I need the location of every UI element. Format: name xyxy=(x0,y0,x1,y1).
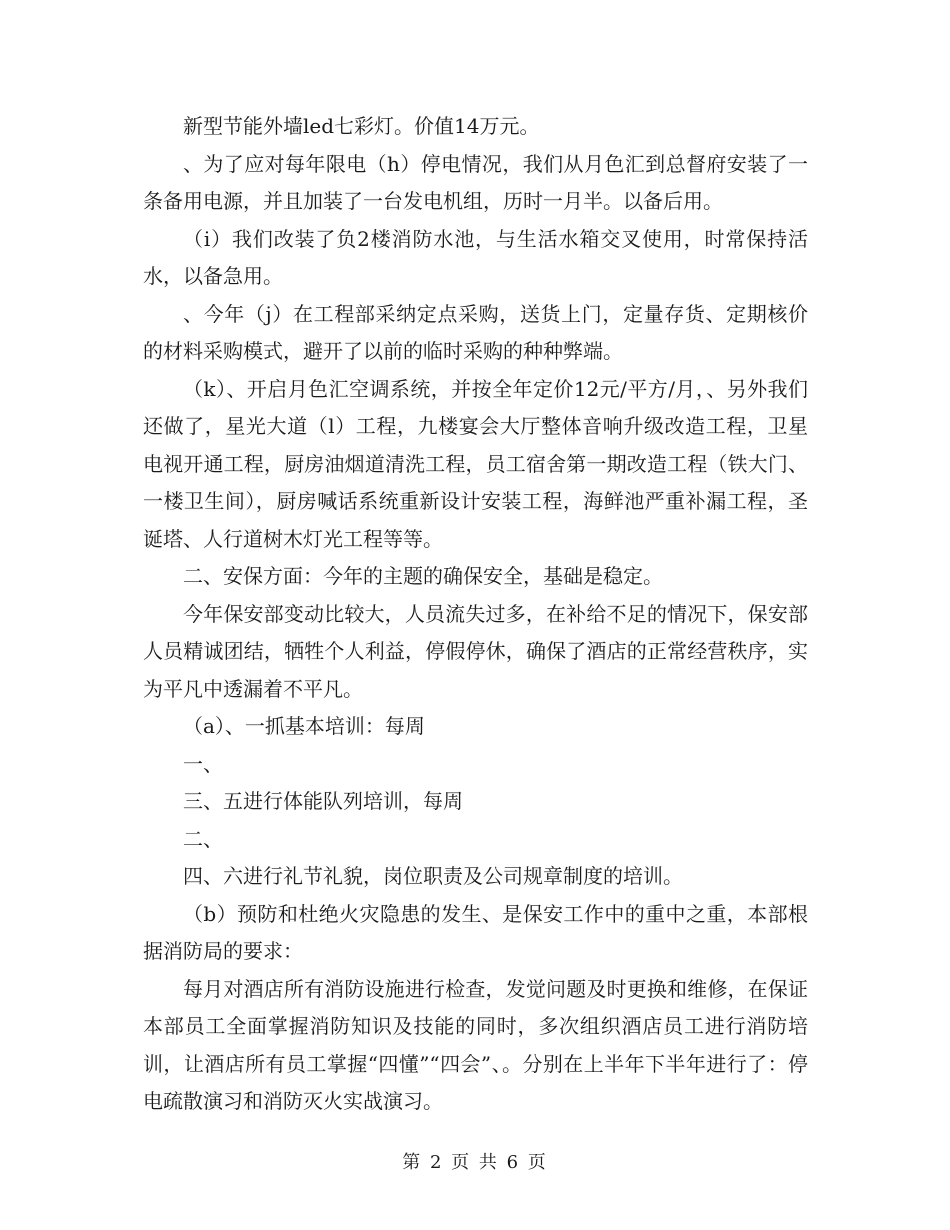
paragraph: （i）我们改装了负2楼消防水池，与生活水箱交叉使用，时常保持活水，以备急用。 xyxy=(143,226,808,288)
paragraph: 四、六进行礼节礼貌，岗位职责及公司规章制度的培训。 xyxy=(183,864,683,888)
paragraph: （b）预防和杜绝火灾隐患的发生、是保安工作中的重中之重，本部根据消防局的要求： xyxy=(143,901,808,963)
paragraph: 三、五进行体能队列培训，每周 xyxy=(183,789,463,813)
paragraph: （a）、一抓基本培训：每周 xyxy=(183,714,425,738)
paragraph: 一、 xyxy=(183,751,223,776)
paragraph: 、为了应对每年限电（h）停电情况，我们从月色汇到总督府安装了一条备用电源，并且加装了一台发电机组，历时一月半。以备后用。 xyxy=(143,151,808,213)
paragraph: 二、安保方面：今年的主题的确保安全，基础是稳定。 xyxy=(183,564,663,588)
document-body xyxy=(143,108,808,1121)
page-number-footer: 第 2 页 共 6 页 xyxy=(402,1152,548,1173)
paragraph: 二、 xyxy=(183,826,223,851)
paragraph: 今年保安部变动比较大，人员流失过多，在补给不足的情况下，保安部人员精诚团结，牺牲个人利益，停假停休，确保了酒店的正常经营秩序，实为平凡中透漏着不平凡。 xyxy=(143,601,808,701)
paragraph: 、今年（j）在工程部采纳定点采购，送货上门，定量存货、定期核价的材料采购模式，避开了以前的临时采购的种种弊端。 xyxy=(143,301,808,363)
paragraph: 每月对酒店所有消防设施进行检查，发觉问题及时更换和维修，在保证本部员工全面掌握消防知识及技能的同时，多次组织酒店员工进行消防培训，让酒店所有员工掌握“四懂”“四会”、。分别在上半年下半年进行了：停电疏散演习和消防灭火实战演习。 xyxy=(143,976,808,1113)
paragraph: 新型节能外墙led七彩灯。价值14万元。 xyxy=(183,114,540,138)
paragraph: （k）、开启月色汇空调系统，并按全年定价12元/平方/月，、另外我们还做了，星光大道（l）工程，九楼宴会大厅整体音响升级改造工程，卫星电视开通工程，厨房油烟道清洗工程，员工宿舍第一期改造工程（铁大门、一楼卫生间），厨房喊话系统重新设计安装工程，海鲜池严重补漏工程，圣诞塔、人行道树木灯光工程等等。 xyxy=(143,376,808,551)
